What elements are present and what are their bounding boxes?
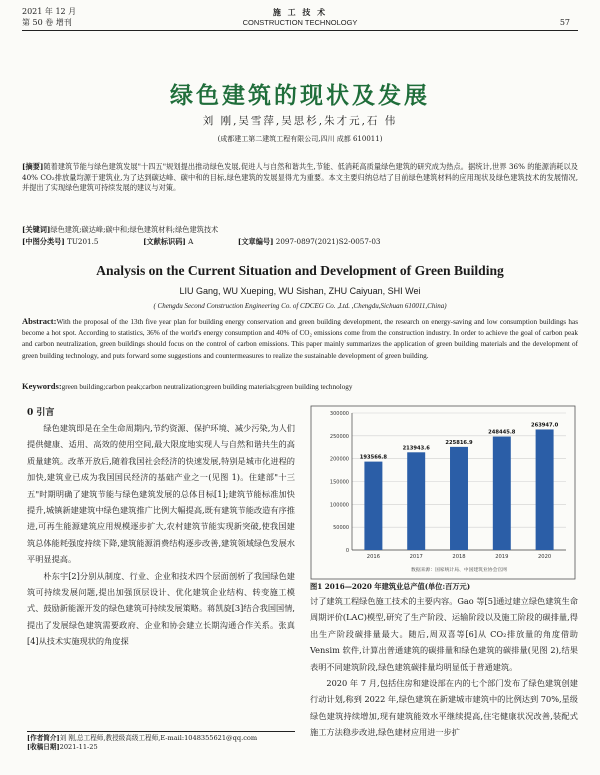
data-label: 193566.8 bbox=[359, 454, 388, 461]
left-column bbox=[27, 420, 295, 650]
keywords-en-text: green building;carbon peak;carbon neutralization;green building materials;green building technology bbox=[61, 383, 353, 391]
footnote bbox=[27, 734, 295, 752]
header-journal-cn: 施 工 技 术 bbox=[272, 7, 328, 17]
header-issue: 第 50 卷 增刊 bbox=[22, 18, 72, 27]
abstract-en-text: With the proposal of the 13th five year plan for building energy conservation and green building development, the research on energy-saving and low consumption buildings has become a hot spot. According to statistics, 36% of the world's energy consumption and 40% of CO₂ emissions come from the construction industry. In order to achieve the goal of carbon peak and carbon neutralization, green buildings should focus on the control of carbon emissions. This paper mainly summarizes the application of green building materials and the development of green building technology, and puts forward some suggestions and countermeasures to realize the sustainable development of green building. bbox=[22, 318, 578, 360]
header-journal-en: CONSTRUCTION TECHNOLOGY bbox=[242, 18, 358, 27]
figure-1-caption: 图1 2016—2020 年建筑业总产值(单位:百万元) bbox=[310, 582, 471, 591]
y-tick-label: 250000 bbox=[329, 433, 349, 440]
header-date: 2021 年 12 月 bbox=[22, 7, 77, 16]
x-tick-label: 2017 bbox=[409, 554, 423, 560]
bar bbox=[536, 429, 554, 550]
page-number: 57 bbox=[559, 18, 570, 27]
article-value: 2097-0897(2021)S2-0057-03 bbox=[275, 237, 381, 246]
page-title-cn: 绿色建筑的现状及发展 bbox=[170, 83, 430, 109]
keywords-cn-text: 绿色建筑;碳达峰;碳中和;绿色建筑材料;绿色建筑技术 bbox=[50, 225, 219, 234]
abstract-cn bbox=[22, 162, 578, 194]
affiliation-en: ( Chengdu Second Construction Engineering Co. of CDCEG Co. ,Ltd. ,Chengdu,Sichuan 610011,China) bbox=[153, 302, 447, 310]
doc-value: A bbox=[188, 237, 194, 246]
data-label: 225816.9 bbox=[445, 439, 473, 446]
keywords-cn bbox=[22, 225, 578, 236]
figure-1-chart bbox=[310, 405, 576, 580]
page-title-en: Analysis on the Current Situation and Development of Green Building bbox=[96, 263, 504, 278]
data-label: 248445.8 bbox=[488, 429, 516, 436]
y-tick-label: 50000 bbox=[333, 525, 349, 532]
y-tick-label: 300000 bbox=[329, 411, 349, 417]
right-column bbox=[310, 593, 578, 741]
footnote-received-label: [收稿日期] bbox=[27, 743, 60, 751]
footnote-received: 2021-11-25 bbox=[59, 743, 98, 751]
section-heading-intro: 0 引言 bbox=[27, 408, 55, 418]
keywords-en-label: Keywords: bbox=[22, 381, 62, 391]
x-tick-label: 2020 bbox=[537, 554, 552, 560]
affiliation-cn: (成都建工第二建筑工程有限公司,四川 成都 610011) bbox=[217, 135, 383, 143]
classification-line bbox=[22, 237, 578, 248]
paragraph: 绿色建筑即是在全生命周期内,节约资源、保护环境、减少污染,为人们提供健康、适用、高效的使用空间,最大限度地实现人与自然和谐共生的高质量建筑。改革开放后,随着我国社会经济的快速发展,特别是城市化进程的加快,建筑业已成为我国国民经济的基础产业之一(见图 1)。住建部"十三五"时期明确了建筑节能与绿色建筑发展的总体目标[1];建筑节能标准加快提升,城镇新建建筑中绿色建筑推广比例大幅提高,既有建筑节能改造有序推进,可再生能源建筑应用规模逐步扩大,农村建筑节能实现新突破,使我国建筑总体能耗强度持续下降,建筑能源消费结构逐步改善,建筑领域绿色发展水平明显提高。 bbox=[27, 423, 295, 565]
bar bbox=[364, 462, 382, 550]
x-tick-label: 2019 bbox=[495, 554, 509, 560]
bar bbox=[450, 447, 468, 550]
bar bbox=[407, 452, 425, 550]
paragraph: 讨了建筑工程绿色施工技术的主要内容。Gao 等[5]通过建立绿色建筑生命周期评价(LAC)模型,研究了生产阶段、运输阶段以及施工阶段的碳排量,得出生产阶段碳排量最大。随后,周双喜等[6]从 CO₂排放量的角度借助 Vensim 软件,计算出普通建筑的碳排量和绿色建筑的碳排量(见图 2),结果表明不同建筑阶段,绿色建筑碳排量均明显低于普通建筑。 bbox=[310, 596, 578, 672]
y-tick-label: 150000 bbox=[329, 479, 349, 486]
data-label: 263947.0 bbox=[530, 422, 559, 429]
abstract-en-label: Abstract: bbox=[22, 316, 57, 326]
abstract-en bbox=[22, 316, 578, 362]
header-rule bbox=[22, 30, 578, 31]
keywords-en bbox=[22, 381, 578, 392]
chart-frame bbox=[311, 406, 575, 579]
paragraph: 2020 年 7 月,包括住房和建设部在内的七个部门发布了绿色建筑创建行动计划,称到 2022 年,绿色建筑在新建城市建筑中的比例达到 70%,星级绿色建筑持续增加,现有建筑能效水平继续提高,住宅健康状况改善,装配式施工方法稳步改进,绿色建材应用进一步扩 bbox=[310, 678, 578, 738]
chart-source-note: 数据来源：国家统计局、中国建筑业协会官网 bbox=[411, 568, 507, 573]
footnote-rule bbox=[27, 731, 295, 732]
article-label: [文章编号] bbox=[237, 237, 274, 246]
keywords-cn-label: [关键词] bbox=[22, 225, 51, 234]
paragraph: 朴东宇[2]分别从制度、行业、企业和技术四个层面剖析了我国绿色建筑可持续发展问题,提出加强顶层设计、优化建筑企业结构、转变施工模式、鼓励新能源开发的绿色建筑可持续发展策略。蒋凯旋[3]结合我国国情,提出了发展绿色建筑需要政府、企业和协会建立长期沟通合作关系。张真[4]从技术实施现状的角度探 bbox=[27, 570, 296, 647]
footnote-author-label: [作者简介] bbox=[27, 734, 60, 742]
y-tick-label: 200000 bbox=[329, 456, 349, 463]
abstract-cn-text: 随着建筑节能与绿色建筑发展"十四五"规划提出推动绿色发展,促进人与自然和谐共生,节能、低消耗高质量绿色建筑的研究成为热点。据统计,世界 36% 的能源消耗以及 40% CO₂排放量均源于建筑业,为了达到碳达峰、碳中和的目标,绿色建筑的发展显得尤为重要。本文主要归纳总结了目前绿色建筑材料的应用现状及绿色建筑技术的发展情况,并提出了实现绿色建筑可持续发展的建议与对策。 bbox=[22, 162, 578, 193]
data-label: 213943.6 bbox=[402, 445, 430, 452]
authors-cn: 刘 刚,吴雪萍,吴思杉,朱才元,石 伟 bbox=[202, 115, 398, 127]
x-tick-label: 2018 bbox=[452, 554, 466, 560]
authors-en: LIU Gang, WU Xueping, WU Sishan, ZHU Caiyuan, SHI Wei bbox=[179, 286, 421, 296]
x-tick-label: 2016 bbox=[366, 554, 381, 560]
chart-svg bbox=[310, 405, 576, 580]
footnote-author: 刘 刚,总工程师,教授级高级工程师,E-mail:1048355621@qq.com bbox=[59, 734, 258, 742]
abstract-cn-label: [摘要] bbox=[22, 162, 44, 171]
bar bbox=[493, 437, 511, 550]
clc-label: [中图分类号] bbox=[22, 237, 65, 246]
clc-value: TU201.5 bbox=[67, 237, 99, 246]
doc-label: [文献标识码] bbox=[143, 237, 186, 246]
y-tick-label: 100000 bbox=[329, 502, 349, 509]
y-tick-label: 0 bbox=[345, 548, 349, 554]
